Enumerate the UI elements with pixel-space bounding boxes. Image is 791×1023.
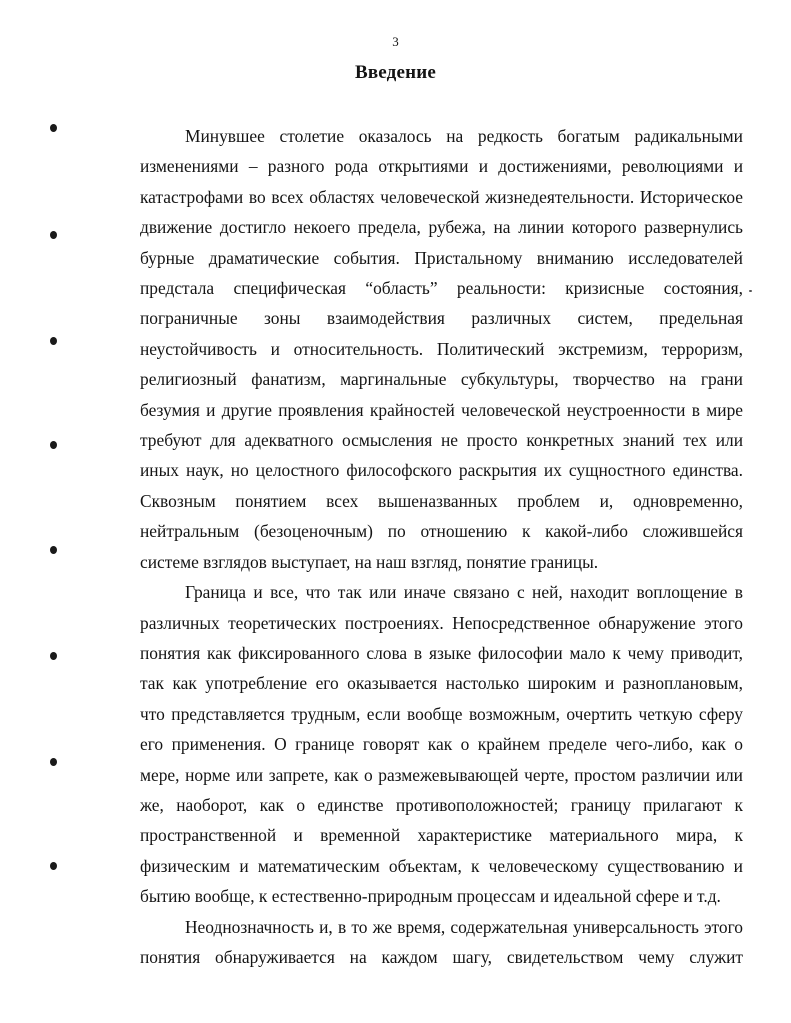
binder-hole <box>50 231 57 239</box>
text-line: изменениями – разного рода открытиями и достижениями, революциями и <box>140 156 743 177</box>
binder-hole <box>50 337 57 345</box>
text-line: катастрофами во всех областях человеческой жизнедеятельности. Историческое <box>140 186 743 207</box>
text-line: понятия обнаруживается на каждом шагу, свидетельством чему служит <box>140 946 743 967</box>
paragraph <box>140 912 743 973</box>
paragraph <box>140 121 743 577</box>
paragraph <box>140 577 743 911</box>
text-line: различных теоретических построениях. Непосредственное обнаружение этого <box>140 612 743 633</box>
binder-hole <box>50 758 57 766</box>
text-line: религиозный фанатизм, маргинальные субкультуры, творчество на грани <box>140 369 743 390</box>
scan-speck <box>749 290 752 292</box>
text-line: Сквозным понятием всех вышеназванных проблем и, одновременно, <box>140 490 743 511</box>
text-line: пространственной и временной характеристике материального мира, к <box>140 825 743 846</box>
binder-hole <box>50 652 57 660</box>
binder-hole <box>50 862 57 870</box>
text-line: требуют для адекватного осмысления не просто конкретных знаний тех или <box>140 430 743 451</box>
text-line: неустойчивость и относительность. Политический экстремизм, терроризм, <box>140 338 743 359</box>
text-line: предстала специфическая “область” реальности: кризисные состояния, <box>140 278 743 299</box>
text-line: бытию вообще, к естественно-природным процессам и идеальной сфере и т.д. <box>140 886 721 907</box>
text-line: Неоднозначность и, в то же время, содержательная универсальность этого <box>185 916 743 937</box>
text-line: системе взглядов выступает, на наш взгляд, понятие границы. <box>140 551 599 572</box>
text-line: его применения. О границе говорят как о крайнем пределе чего-либо, как о <box>140 734 743 755</box>
text-line: Граница и все, что так или иначе связано с ней, находит воплощение в <box>185 582 743 603</box>
binder-hole <box>50 441 57 449</box>
body-text <box>140 121 743 972</box>
text-line: Минувшее столетие оказалось на редкость богатым радикальными <box>185 126 743 146</box>
text-line: понятия как фиксированного слова в языке философии мало к чему приводит, <box>140 642 743 663</box>
text-line: так как употребление его оказывается настолько широким и разноплановым, <box>140 673 743 694</box>
text-line: пограничные зоны взаимодействия различных систем, предельная <box>140 308 743 329</box>
text-line: нейтральным (безоценочным) по отношению к какой-либо сложившейся <box>140 521 743 542</box>
text-line: что представляется трудным, если вообще возможным, очертить четкую сферу <box>140 703 743 724</box>
text-line: бурные драматические события. Пристальному вниманию исследователей <box>140 247 743 268</box>
page-title: Введение <box>354 62 437 83</box>
page-number: 3 <box>392 34 399 49</box>
text-line: безумия и другие проявления крайностей человеческой неустроенности в мире <box>140 399 743 420</box>
text-line: мере, норме или запрете, как о размежевывающей черте, простом различии или <box>140 764 743 785</box>
text-line: же, наоборот, как о единстве противоположностей; границу прилагают к <box>140 794 743 815</box>
binder-hole <box>50 546 57 554</box>
binder-hole <box>50 124 57 132</box>
text-line: иных наук, но целостного философского раскрытия их сущностного единства. <box>140 460 743 481</box>
text-line: физическим и математическим объектам, к человеческому существованию и <box>140 855 743 876</box>
text-line: движение достигло некоего предела, рубежа, на линии которого развернулись <box>140 217 743 238</box>
